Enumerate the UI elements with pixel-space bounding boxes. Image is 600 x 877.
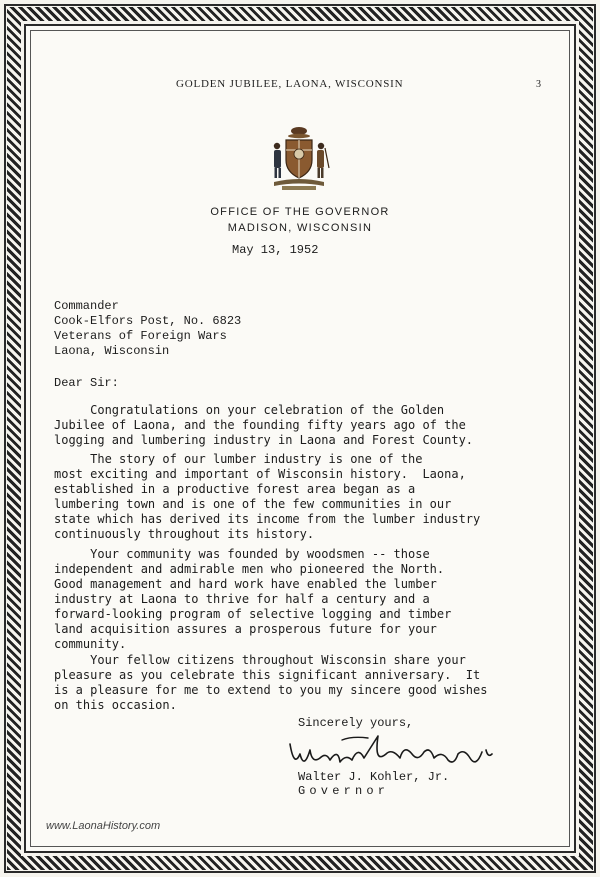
recipient-line: Laona, Wisconsin — [54, 344, 170, 358]
body-paragraph: Your community was founded by woodsmen -- those independent and admirable men who pioneered the North. Good management and hard work have enabled the lumber industry at Laona to thrive for half a century and a forward-looking program of selective logging and timber land acquisition assures a prosperous future for your community. — [54, 547, 452, 651]
body-paragraph: Congratulations on your celebration of the Golden Jubilee of Laona, and the founding fifty years ago of the logging and lumbering industry in Laona and Forest County. — [54, 403, 474, 447]
watermark[interactable]: www.LaonaHistory.com — [46, 820, 161, 832]
recipient-line: Cook-Elfors Post, No. 6823 — [54, 314, 242, 328]
signer-title: Governor — [298, 784, 390, 798]
letter-date: May 13, 1952 — [232, 243, 319, 257]
wisconsin-state-seal-icon — [266, 124, 332, 192]
closing: Sincerely yours, — [298, 716, 414, 730]
body-paragraph: Your fellow citizens throughout Wisconsin share your pleasure as you celebrate this significant anniversary. It is a pleasure for me to extend to you my sincere good wishes on this occasion. — [54, 653, 488, 712]
office-title: OFFICE OF THE GOVERNOR — [210, 206, 390, 218]
salutation: Dear Sir: — [54, 376, 119, 390]
signer-name: Walter J. Kohler, Jr. — [298, 770, 450, 784]
running-title: GOLDEN JUBILEE, LAONA, WISCONSIN — [176, 78, 404, 90]
page-number: 3 — [536, 79, 541, 90]
body-paragraph: The story of our lumber industry is one of the most exciting and important of Wisconsin history. Laona, established in a productive forest area began as a lumbering town and is one of the few communities in our state which has derived its income from the lumber industry continuously throughout its history. — [54, 452, 481, 541]
recipient-line: Commander — [54, 299, 119, 313]
recipient-line: Veterans of Foreign Wars — [54, 329, 227, 343]
office-city: MADISON, WISCONSIN — [227, 222, 373, 234]
